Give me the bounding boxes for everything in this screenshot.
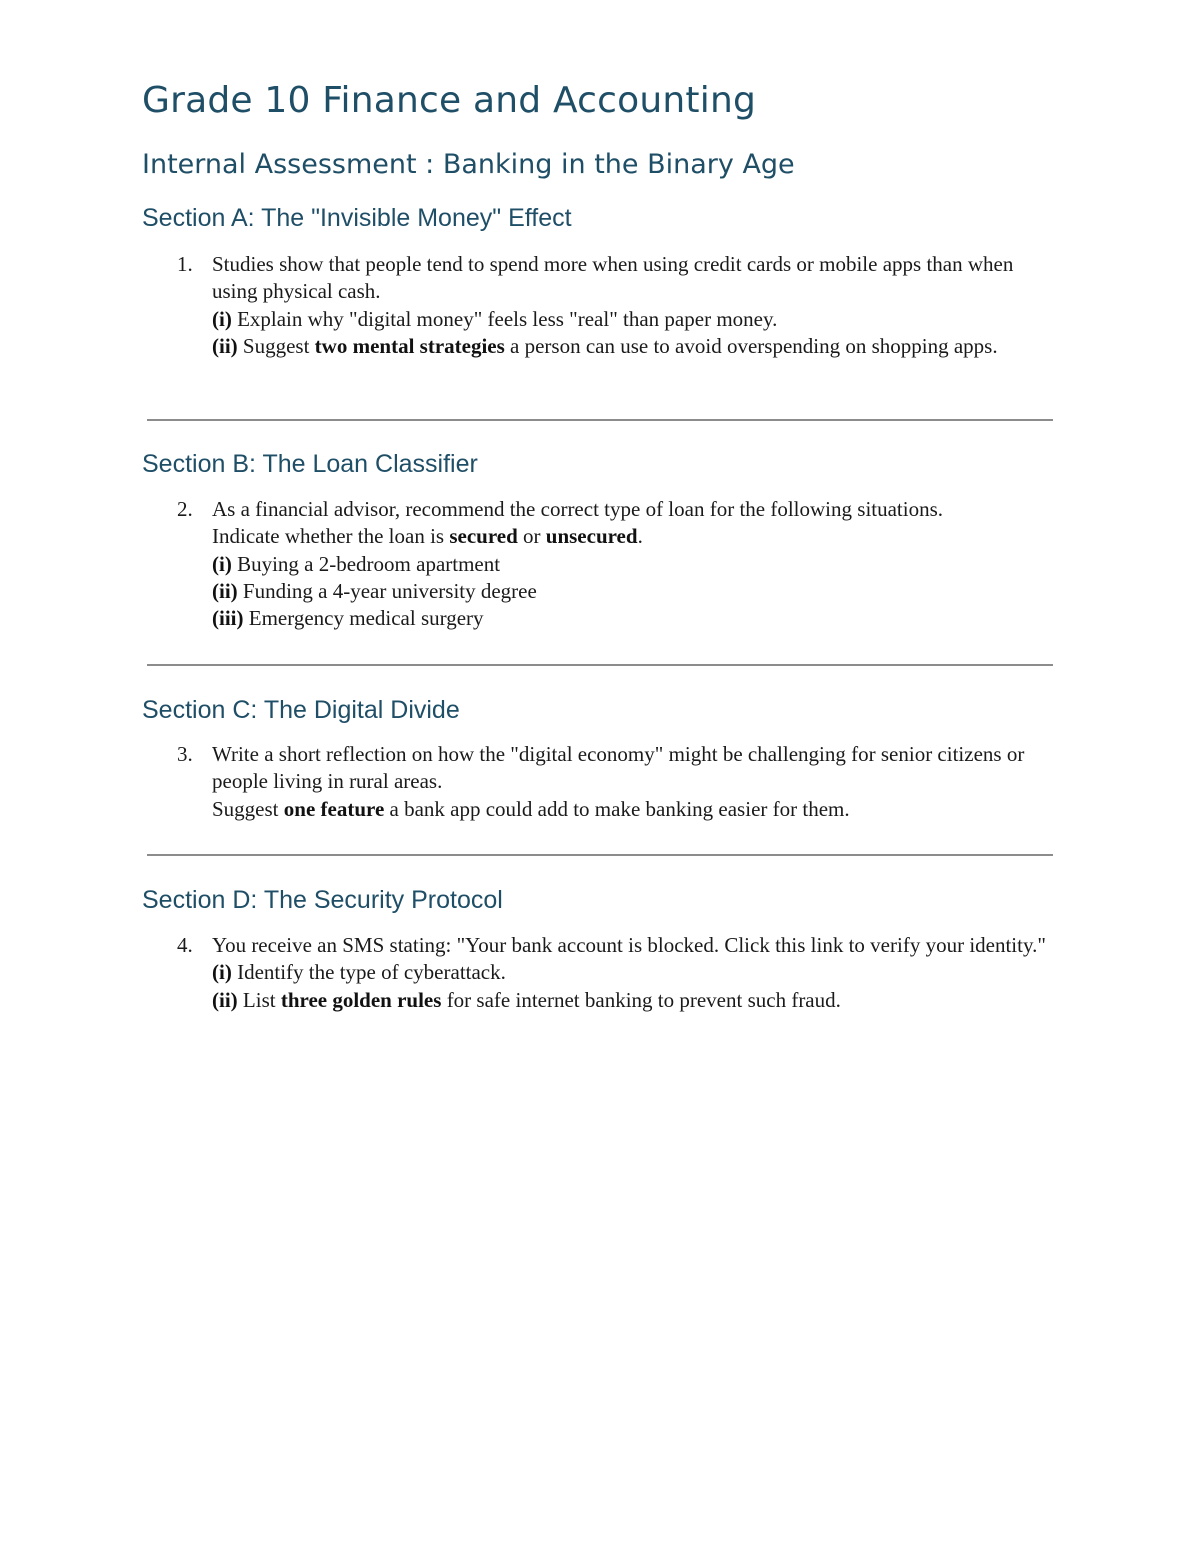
question-instruction <box>212 523 1062 550</box>
part-text: Emergency medical surgery <box>243 606 484 631</box>
question-part-i <box>212 551 1062 578</box>
part-label: (ii) <box>212 987 238 1012</box>
part-label: (ii) <box>212 578 238 603</box>
part-label: (ii) <box>212 333 238 358</box>
part-text: Funding a 4-year university degree <box>237 578 537 603</box>
question-number: 2. <box>177 497 193 521</box>
question-part-ii <box>212 987 1062 1014</box>
section-c-heading: Section C: The Digital Divide <box>142 696 460 724</box>
emphasis-text: three golden rules <box>280 987 442 1012</box>
question-1 <box>142 251 1062 360</box>
instruction-text: . <box>637 524 643 549</box>
section-divider <box>147 854 1053 856</box>
document-subtitle: Internal Assessment : Banking in the Binary Age <box>142 149 795 180</box>
question-part-iii <box>212 605 1062 632</box>
question-instruction <box>212 796 1062 823</box>
part-label: (i) <box>212 960 232 985</box>
part-text: Explain why "digital money" feels less "real" than paper money. <box>231 306 778 331</box>
question-part-ii <box>212 333 1062 360</box>
question-part-i <box>212 959 1062 986</box>
part-text: Buying a 2-bedroom apartment <box>231 551 501 576</box>
question-number: 4. <box>177 933 193 957</box>
emphasis-text: secured <box>449 524 518 549</box>
question-body <box>212 496 1062 632</box>
question-2 <box>142 496 1062 632</box>
question-number: 1. <box>177 252 193 276</box>
emphasis-text: two mental strategies <box>314 333 505 358</box>
section-divider <box>147 419 1053 421</box>
instruction-text: a bank app could add to make banking easier for them. <box>384 796 850 821</box>
question-number: 3. <box>177 742 193 766</box>
question-stem: As a financial advisor, recommend the correct type of loan for the following situations. <box>212 497 944 521</box>
section-d-heading: Section D: The Security Protocol <box>142 886 503 914</box>
part-text: Suggest <box>237 333 315 358</box>
section-a-heading: Section A: The "Invisible Money" Effect <box>142 204 572 232</box>
instruction-text: or <box>517 524 546 549</box>
question-body <box>212 741 1062 823</box>
question-stem: Studies show that people tend to spend more when using credit cards or mobile apps than when using physical cash. <box>212 252 1014 304</box>
part-label: (i) <box>212 306 232 331</box>
part-text: a person can use to avoid overspending on shopping apps. <box>504 333 998 358</box>
emphasis-text: unsecured <box>545 524 638 549</box>
section-divider <box>147 664 1053 666</box>
question-part-i <box>212 306 1062 333</box>
question-3 <box>142 741 1062 823</box>
question-part-ii <box>212 578 1062 605</box>
part-text: for safe internet banking to prevent such fraud. <box>441 987 841 1012</box>
question-body <box>212 251 1062 360</box>
instruction-text: Indicate whether the loan is <box>212 524 450 549</box>
section-b-heading: Section B: The Loan Classifier <box>142 450 478 478</box>
instruction-text: Suggest <box>212 796 284 821</box>
document-title: Grade 10 Finance and Accounting <box>142 80 757 121</box>
part-text: List <box>237 987 281 1012</box>
question-stem: Write a short reflection on how the "digital economy" might be challenging for senior citizens or people living in rural areas. <box>212 742 1025 794</box>
question-stem: You receive an SMS stating: "Your bank account is blocked. Click this link to verify your identity." <box>212 933 1046 957</box>
question-body <box>212 932 1062 1014</box>
question-4 <box>142 932 1062 1014</box>
emphasis-text: one feature <box>283 796 385 821</box>
part-label: (i) <box>212 551 232 576</box>
part-label: (iii) <box>212 606 244 631</box>
part-text: Identify the type of cyberattack. <box>231 960 506 985</box>
